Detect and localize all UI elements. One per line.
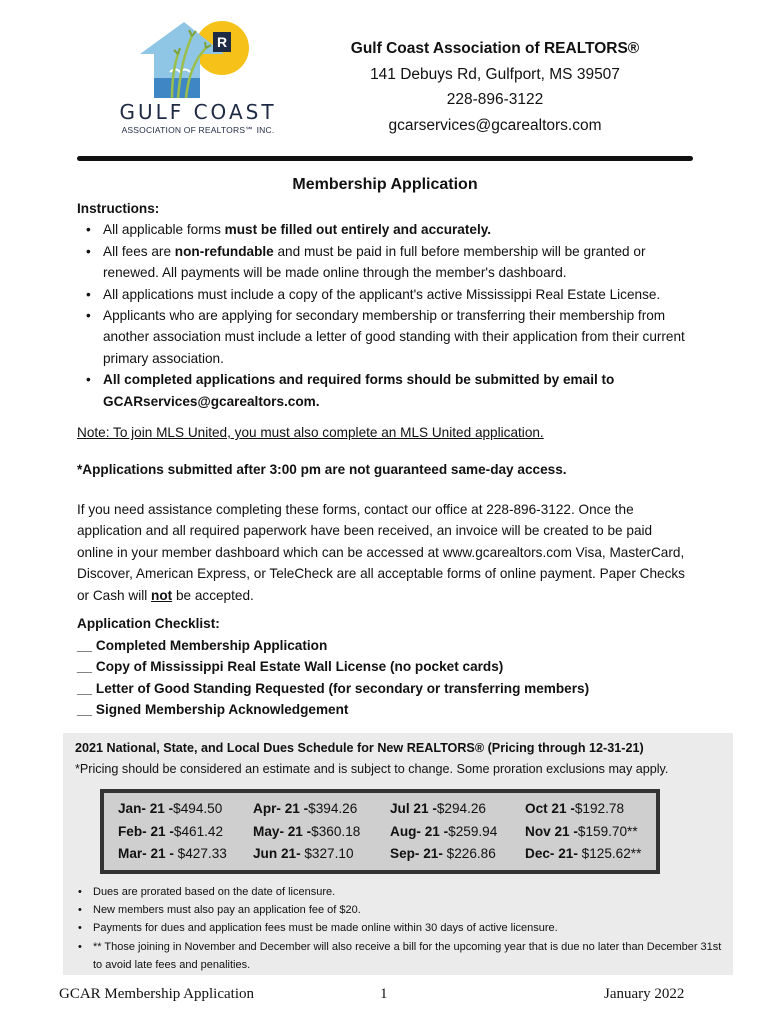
checklist-heading: Application Checklist:: [77, 616, 220, 631]
schedule-cell: Jan- 21 -$494.50: [118, 801, 223, 816]
instruction-item: • Applicants who are applying for secondary membership or transferring their membership from another association must include a letter of good standing with their application from their current primary association.: [77, 305, 692, 369]
instructions-heading: Instructions:: [77, 201, 160, 216]
instruction-item: • All applications must include a copy of the applicant's active Mississippi Real Estate License.: [77, 284, 692, 305]
organization-contact: [330, 36, 660, 138]
schedule-cell: Jul 21 -$294.26: [390, 801, 486, 816]
instruction-item: • All completed applications and required forms should be submitted by email to GCARservices@gcarealtors.com.: [77, 369, 692, 412]
realtor-r-letter: R: [216, 34, 228, 50]
instruction-item: • All applicable forms must be filled out entirely and accurately.: [77, 219, 692, 240]
header-divider: [77, 156, 693, 161]
schedule-cell: Dec- 21- $125.62**: [525, 846, 642, 861]
schedule-cell: Mar- 21 - $427.33: [118, 846, 227, 861]
checklist-item: __ Copy of Mississippi Real Estate Wall License (no pocket cards): [77, 659, 504, 674]
schedule-cell: Nov 21 -$159.70**: [525, 823, 638, 839]
organization-name: Gulf Coast Association of REALTORS®: [350, 40, 640, 57]
checklist-item: __ Signed Membership Acknowledgement: [77, 702, 349, 717]
dues-panel: [63, 733, 733, 975]
schedule-cell: Oct 21 -$192.78: [525, 801, 625, 816]
dues-subtitle: *Pricing should be considered an estimate and is subject to change. Some proration exclusions may apply.: [75, 762, 669, 776]
schedule-cell: Jun 21- $327.10: [253, 846, 354, 861]
schedule-cell: Apr- 21 -$394.26: [253, 801, 358, 816]
assistance-emphasis: not: [151, 587, 173, 603]
logo-line-1: GULF COAST: [119, 100, 277, 124]
organization-address: 141 Debuys Rd, Gulfport, MS 39507: [370, 65, 620, 83]
organization-phone: 228-896-3122: [446, 91, 544, 108]
dues-notes-list: [75, 883, 725, 974]
instructions-list: [77, 219, 692, 412]
dues-note: • Payments for dues and application fees must be made online within 30 days of active licensure.: [75, 919, 725, 937]
logo-caption: [118, 100, 278, 136]
footer-page-number: 1: [380, 986, 388, 1002]
checklist-item: __ Completed Membership Application: [77, 637, 328, 653]
schedule-cell: Feb- 21 -$461.42: [118, 823, 224, 839]
footer-document-name: GCAR Membership Application: [59, 986, 254, 1002]
dues-title: 2021 National, State, and Local Dues Schedule for New REALTORS® (Pricing through 12-31-21): [75, 741, 644, 755]
instruction-item: • All fees are non-refundable and must be paid in full before membership will be granted or renewed. All payments will be made online through the member's dashboard.: [77, 241, 692, 284]
assistance-text: If you need assistance completing these forms, contact our office at 228-896-3122. Once the application and all required paperwork have been received, an invoice will be created to be paid online in your member dashboard which can be accessed at www.gcarealtors.com Visa, MasterCard, Discover, American Express, or TeleCheck are all acceptable forms of online payment. Paper Checks or Cash will: [77, 502, 685, 603]
late-submission-notice: *Applications submitted after 3:00 pm are not guaranteed same-day access.: [77, 462, 567, 477]
organization-email[interactable]: gcarservices@gcarealtors.com: [388, 116, 602, 134]
dues-note: • ** Those joining in November and December will also receive a bill for the upcoming year that is due no later than December 31st to avoid late fees and penalities.: [75, 938, 725, 974]
schedule-cell: Sep- 21- $226.86: [390, 846, 496, 861]
assistance-paragraph: [77, 499, 692, 606]
logo-line-2: ASSOCIATION OF REALTORS℠ INC.: [121, 125, 275, 135]
dues-schedule-table: [100, 789, 660, 874]
instructions-section: [77, 198, 692, 412]
schedule-cell: May- 21 -$360.18: [253, 823, 361, 839]
dues-note: • New members must also pay an application fee of $20.: [75, 901, 725, 919]
page-title: Membership Application: [292, 176, 478, 193]
footer-date: January 2022: [604, 986, 685, 1002]
assistance-text-end: be accepted.: [172, 587, 254, 603]
schedule-cell: Aug- 21 -$259.94: [390, 823, 498, 839]
application-checklist: [77, 613, 589, 721]
checklist-item: __ Letter of Good Standing Requested (for secondary or transferring members): [77, 680, 590, 696]
dues-note: • Dues are prorated based on the date of licensure.: [75, 883, 725, 901]
mls-note[interactable]: Note: To join MLS United, you must also complete an MLS United application.: [77, 425, 544, 440]
